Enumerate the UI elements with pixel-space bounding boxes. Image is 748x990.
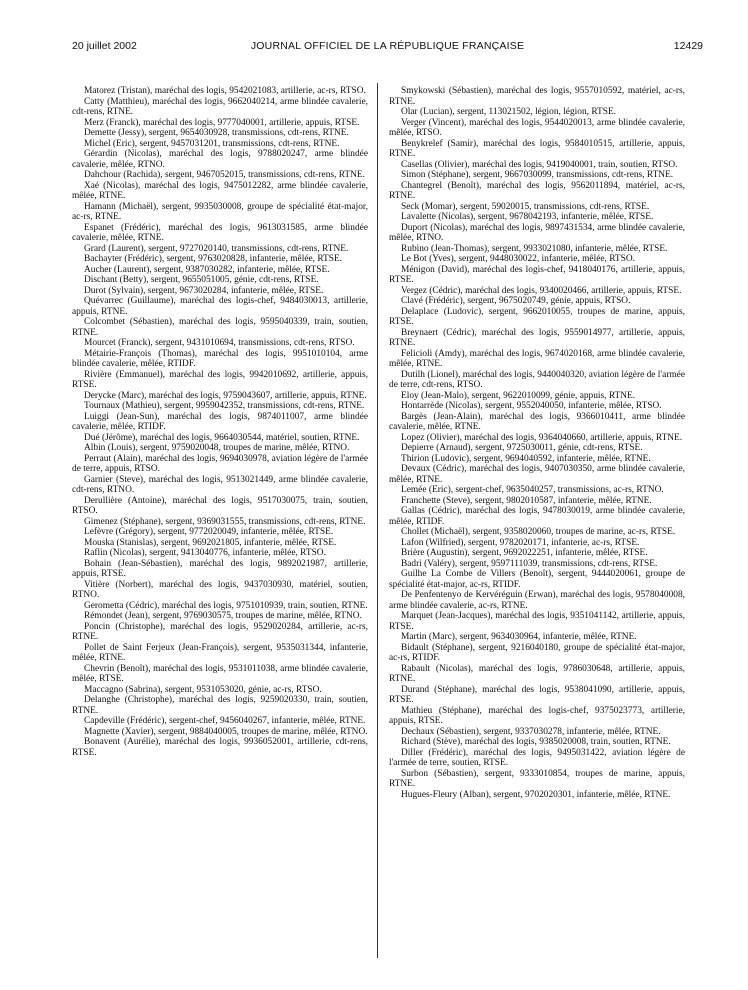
list-entry: Michel (Eric), sergent, 9457031201, transmissions, cdt-rens, RTNE. — [84, 138, 340, 149]
list-entry: Métairie-François (Thomas), maréchal des logis, 9951010104, arme blindée cavalerie, mêlée, RTIDF. — [72, 348, 368, 369]
list-entry: Mourcet (Franck), sergent, 9431010694, transmissions, cdt-rens, RTSO. — [84, 338, 355, 348]
list-entry: Clavé (Frédéric), sergent, 9675020749, génie, appuis, RTSO. — [401, 296, 631, 306]
list-entry: Eloy (Jean-Malo), sergent, 9622010099, génie, appuis, RTNE. — [401, 390, 636, 401]
list-entry: Devaux (Cédric), maréchal des logis, 9407030350, arme blindée cavalerie, mêlée, RTNE. — [389, 464, 685, 485]
list-entry: Martin (Marc), sergent, 9634030964, infanterie, mêlée, RTNE. — [401, 632, 637, 642]
right-column — [389, 86, 685, 800]
list-entry: Mathieu (Stéphane), maréchal des logis-chef, 9375023773, artillerie, appuis, RTSE. — [389, 705, 685, 726]
list-entry: Richard (Stève), maréchal des logis, 9385020008, train, soutien, RTNE. — [401, 737, 671, 747]
list-entry: Merz (Franck), maréchal des logis, 9777040001, artillerie, appuis, RTSE. — [84, 117, 360, 128]
list-entry: Bonavent (Aurélie), maréchal des logis, 9936052001, artillerie, cdt-rens, RTSE. — [72, 737, 368, 758]
header-title: JOURNAL OFFICIEL DE LA RÉPUBLIQUE FRANÇAISE — [250, 40, 525, 52]
list-entry: Luiggi (Jean-Sun), maréchal des logis, 9874011007, arme blindée cavalerie, mêlée, RTIDF. — [72, 411, 368, 432]
list-entry: Pollet de Saint Ferjeux (Jean-François), sergent, 9535031344, infanterie, mêlée, RTNE. — [72, 642, 368, 663]
list-entry: Simon (Stéphane), sergent, 9667030099, transmissions, cdt-rens, RTNE. — [401, 170, 674, 180]
list-entry: Franchette (Steve), sergent, 9802010587, infanterie, mêlée, RTNE. — [401, 495, 652, 506]
list-entry: Demette (Jessy), sergent, 9654030928, transmissions, cdt-rens, RTNE. — [84, 128, 349, 138]
list-entry: Durand (Stéphane), maréchal des logis, 9538041090, artillerie, appuis, RTSE. — [389, 684, 685, 705]
list-entry: Verger (Vincent), maréchal des logis, 9544020013, arme blindée cavalerie, mêlée, RTSO. — [389, 117, 685, 138]
list-entry: Brière (Augustin), sergent, 9692022251, infanterie, mêlée, RTSE. — [401, 548, 648, 558]
list-entry: Felicioli (Amdy), maréchal des logis, 9674020168, arme blindée cavalerie, mêlée, RTNE. — [389, 348, 685, 369]
list-entry: Bohain (Jean-Sébastien), maréchal des logis, 9892021987, artillerie, appuis, RTSE. — [72, 558, 368, 579]
list-entry: Thirion (Ludovic), sergent, 9694040592, infanterie, mêlée, RTNE. — [401, 453, 651, 464]
list-entry: Le Bot (Yves), sergent, 9448030022, infanterie, mêlée, RTSO. — [401, 254, 635, 264]
list-entry: Depierre (Arnaud), sergent, 9725030011, génie, cdt-rens, RTSE. — [401, 443, 643, 453]
list-entry: Rivière (Emmanuel), maréchal des logis, 9942010692, artillerie, appuis, RTSE. — [72, 369, 368, 390]
list-entry: Chollet (Michaël), sergent, 9358020060, troupes de marine, ac-rs, RTSE. — [401, 527, 676, 537]
list-entry: Hamann (Michaël), sergent, 9935030008, groupe de spécialité état-major, ac-rs, RTNE. — [72, 201, 368, 222]
list-entry: Marquet (Jean-Jacques), maréchal des logis, 9351041142, artillerie, appuis, RTSE. — [389, 611, 685, 632]
list-entry: Duport (Nicolas), maréchal des logis, 9897431534, arme blindée cavalerie, mêlée, RTNO. — [389, 222, 685, 243]
list-entry: Tournaux (Mathieu), sergent, 9959042352, transmissions, cdt-rens, RTNE. — [84, 401, 365, 411]
list-entry: Espanet (Frédéric), maréchal des logis, 9613031585, arme blindée cavalerie, mêlée, RTNE. — [72, 222, 368, 243]
list-entry: Xaé (Nicolas), maréchal des logis, 9475012282, arme blindée cavalerie, mêlée, RTNE. — [72, 180, 368, 201]
list-entry: Delaplace (Ludovic), sergent, 9662010055, troupes de marine, appuis, RTSE. — [389, 306, 685, 327]
list-entry: Dué (Jérôme), maréchal des logis, 9664030544, matériel, soutien, RTNE. — [84, 432, 360, 443]
list-entry: Vitière (Norbert), maréchal des logis, 9437030930, matériel, soutien, RTNO. — [72, 579, 368, 600]
list-entry: Gerometta (Cédric), maréchal des logis, 9751010939, train, soutien, RTNE. — [84, 600, 368, 611]
list-entry: Albin (Louis), sergent, 9759020048, troupes de marine, mêlée, RTNO. — [84, 443, 350, 453]
list-entry: Dischant (Betty), sergent, 9655051005, génie, cdt-rens, RTSE. — [84, 275, 319, 285]
left-column — [72, 86, 368, 758]
list-entry: Benykrelef (Samir), maréchal des logis, 9584010515, artillerie, appuis, RTNE. — [389, 138, 685, 159]
list-entry: Ménigon (David), maréchal des logis-chef, 9418040176, artillerie, appuis, RTSE. — [389, 264, 685, 285]
list-entry: Surbon (Sébastien), sergent, 9333010854, troupes de marine, appuis, RTNE. — [389, 768, 685, 789]
list-entry: Quévarrec (Guillaume), maréchal des logis-chef, 9484030013, artillerie, appuis, RTNE. — [72, 296, 368, 317]
list-entry: Bidault (Stéphane), sergent, 9216040180, groupe de spécialité état-major, ac-rs, RTIDF. — [389, 642, 685, 663]
page-header — [72, 40, 703, 56]
list-entry: Derullière (Antoine), maréchal des logis, 9517030075, train, soutien, RTSO. — [72, 495, 368, 516]
list-entry: Mouska (Stanislas), sergent, 9692021805, infanterie, mêlée, RTSE. — [84, 537, 337, 548]
list-entry: Lavalette (Nicolas), sergent, 9678042193, infanterie, mêlée, RTSE. — [401, 212, 654, 222]
list-entry: Raflin (Nicolas), sergent, 9413040776, infanterie, mêlée, RTSO. — [84, 548, 326, 558]
list-entry: Durot (Sylvain), sergent, 9673020284, infanterie, mêlée, RTSE. — [84, 285, 324, 296]
list-entry: Garnier (Steve), maréchal des logis, 9513021449, arme blindée cavalerie, cdt-rens, RTNO. — [72, 474, 368, 495]
list-entry: Delanghe (Christophe), maréchal des logis, 9259020330, train, soutien, RTNE. — [72, 695, 368, 716]
list-entry: Gérardin (Nicolas), maréchal des logis, 9788020247, arme blindée cavalerie, mêlée, RTNO. — [72, 149, 368, 170]
list-entry: Guilhe La Combe de Villers (Benoît), sergent, 9444020061, groupe de spécialité état-major, ac-rs, RTIDF. — [389, 569, 685, 590]
list-entry: Grard (Laurent), sergent, 9727020140, transmissions, cdt-rens, RTNE. — [84, 243, 349, 254]
list-entry: Dahchour (Rachida), sergent, 9467052015, transmissions, cdt-rens, RTNE. — [84, 170, 365, 180]
list-entry: Vergez (Cédric), maréchal des logis, 9340020466, artillerie, appuis, RTSE. — [401, 285, 682, 296]
list-entry: Matorez (Tristan), maréchal des logis, 9542021083, artillerie, ac-rs, RTSO. — [84, 86, 366, 96]
list-entry: Bachayter (Frédéric), sergent, 9763020828, infanterie, mêlée, RTSE. — [84, 254, 343, 264]
list-entry: Lemée (Eric), sergent-chef, 9635040257, transmissions, ac-rs, RTNO. — [401, 485, 664, 495]
list-entry: Rémondet (Jean), sergent, 9769030575, troupes de marine, mêlée, RTNO. — [84, 611, 362, 621]
column-divider — [377, 83, 378, 958]
list-entry: Casellas (Olivier), maréchal des logis, 9419040001, train, soutien, RTSO. — [401, 159, 678, 170]
list-entry: Breynaert (Cédric), maréchal des logis, 9559014977, artillerie, appuis, RTNE. — [389, 327, 685, 348]
list-entry: Smykowski (Sébastien), maréchal des logis, 9557010592, matériel, ac-rs, RTNE. — [389, 86, 685, 107]
list-entry: Badri (Valéry), sergent, 9597111039, transmissions, cdt-rens, RTSE. — [401, 558, 658, 569]
list-entry: Diller (Frédéric), maréchal des logis, 9495031422, aviation légère de l'armée de terre, soutien, RTSE. — [389, 747, 685, 768]
header-date: 20 juillet 2002 — [72, 40, 137, 52]
list-entry: Gimenez (Stéphane), sergent, 9369031555, transmissions, cdt-rens, RTNE. — [84, 516, 366, 527]
list-entry: Capdeville (Frédéric), sergent-chef, 9456040267, infanterie, mêlée, RTNE. — [84, 716, 366, 726]
list-entry: Maccagno (Sabrina), sergent, 9531053020, génie, ac-rs, RTSO. — [84, 684, 322, 695]
list-entry: Bargès (Jean-Alain), maréchal des logis, 9366010411, arme blindée cavalerie, mêlée, RTNE. — [389, 411, 685, 432]
list-entry: Perraut (Alain), maréchal des logis, 9694030978, aviation légère de l'armée de terre, appuis, RTSO. — [72, 453, 368, 474]
list-entry: Rubino (Jean-Thomas), sergent, 9933021080, infanterie, mêlée, RTSE. — [401, 243, 668, 254]
list-entry: Gallas (Cédric), maréchal des logis, 9478030019, arme blindée cavalerie, mêlée, RTIDF. — [389, 506, 685, 527]
list-entry: Dutilh (Lionel), maréchal des logis, 9440040320, aviation légère de l'armée de terre, cdt-rens, RTSO. — [389, 369, 685, 390]
list-entry: Dechaux (Sébastien), sergent, 9337030278, infanterie, mêlée, RTNE. — [401, 726, 661, 737]
list-entry: Lafon (Wilfried), sergent, 9782020171, infanterie, ac-rs, RTSE. — [401, 537, 640, 548]
list-entry: Poncin (Christophe), maréchal des logis, 9529020284, artillerie, ac-rs, RTNE. — [72, 621, 368, 642]
list-entry: Lopez (Olivier), maréchal des logis, 9364040660, artillerie, appuis, RTNE. — [401, 432, 683, 443]
header-page-number: 12429 — [673, 40, 703, 52]
list-entry: Colcombet (Sébastien), maréchal des logis, 9595040339, train, soutien, RTNE. — [72, 317, 368, 338]
list-entry: Hugues-Fleury (Alban), sergent, 9702020301, infanterie, mêlée, RTNE. — [401, 789, 671, 800]
list-entry: Magnette (Xavier), sergent, 9884040005, troupes de marine, mêlée, RTNO. — [84, 726, 368, 737]
list-entry: Seck (Momar), sergent, 59020015, transmissions, cdt-rens, RTSE. — [401, 201, 650, 212]
list-entry: Derycke (Marc), maréchal des logis, 9759043607, artillerie, appuis, RTNE. — [84, 390, 367, 401]
list-entry: Chantegrel (Benoît), maréchal des logis, 9562011894, matériel, ac-rs, RTNE. — [389, 180, 685, 201]
list-entry: Hontarrède (Nicolas), sergent, 9552040050, infanterie, mêlée, RTSO. — [401, 401, 662, 411]
list-entry: Chevrin (Benoît), maréchal des logis, 9531011038, arme blindée cavalerie, mêlée, RTSE. — [72, 663, 368, 684]
list-entry: Lefèvre (Grégory), sergent, 9772020049, infanterie, mêlée, RTSE. — [84, 527, 334, 537]
list-entry: Aucher (Laurent), sergent, 9387030282, infanterie, mêlée, RTSE. — [84, 264, 330, 275]
list-entry: Catty (Matthieu), maréchal des logis, 9662040214, arme blindée cavalerie, cdt-rens, RTNE. — [72, 96, 368, 117]
list-entry: Rabault (Nicolas), maréchal des logis, 9786030648, artillerie, appuis, RTNE. — [389, 663, 685, 684]
list-entry: Olar (Lucian), sergent, 113021502, légion, légion, RTSE. — [401, 107, 617, 117]
list-entry: De Penfentenyo de Kervéréguin (Erwan), maréchal des logis, 9578040008, arme blindée cavalerie, ac-rs, RTNE. — [389, 590, 685, 611]
